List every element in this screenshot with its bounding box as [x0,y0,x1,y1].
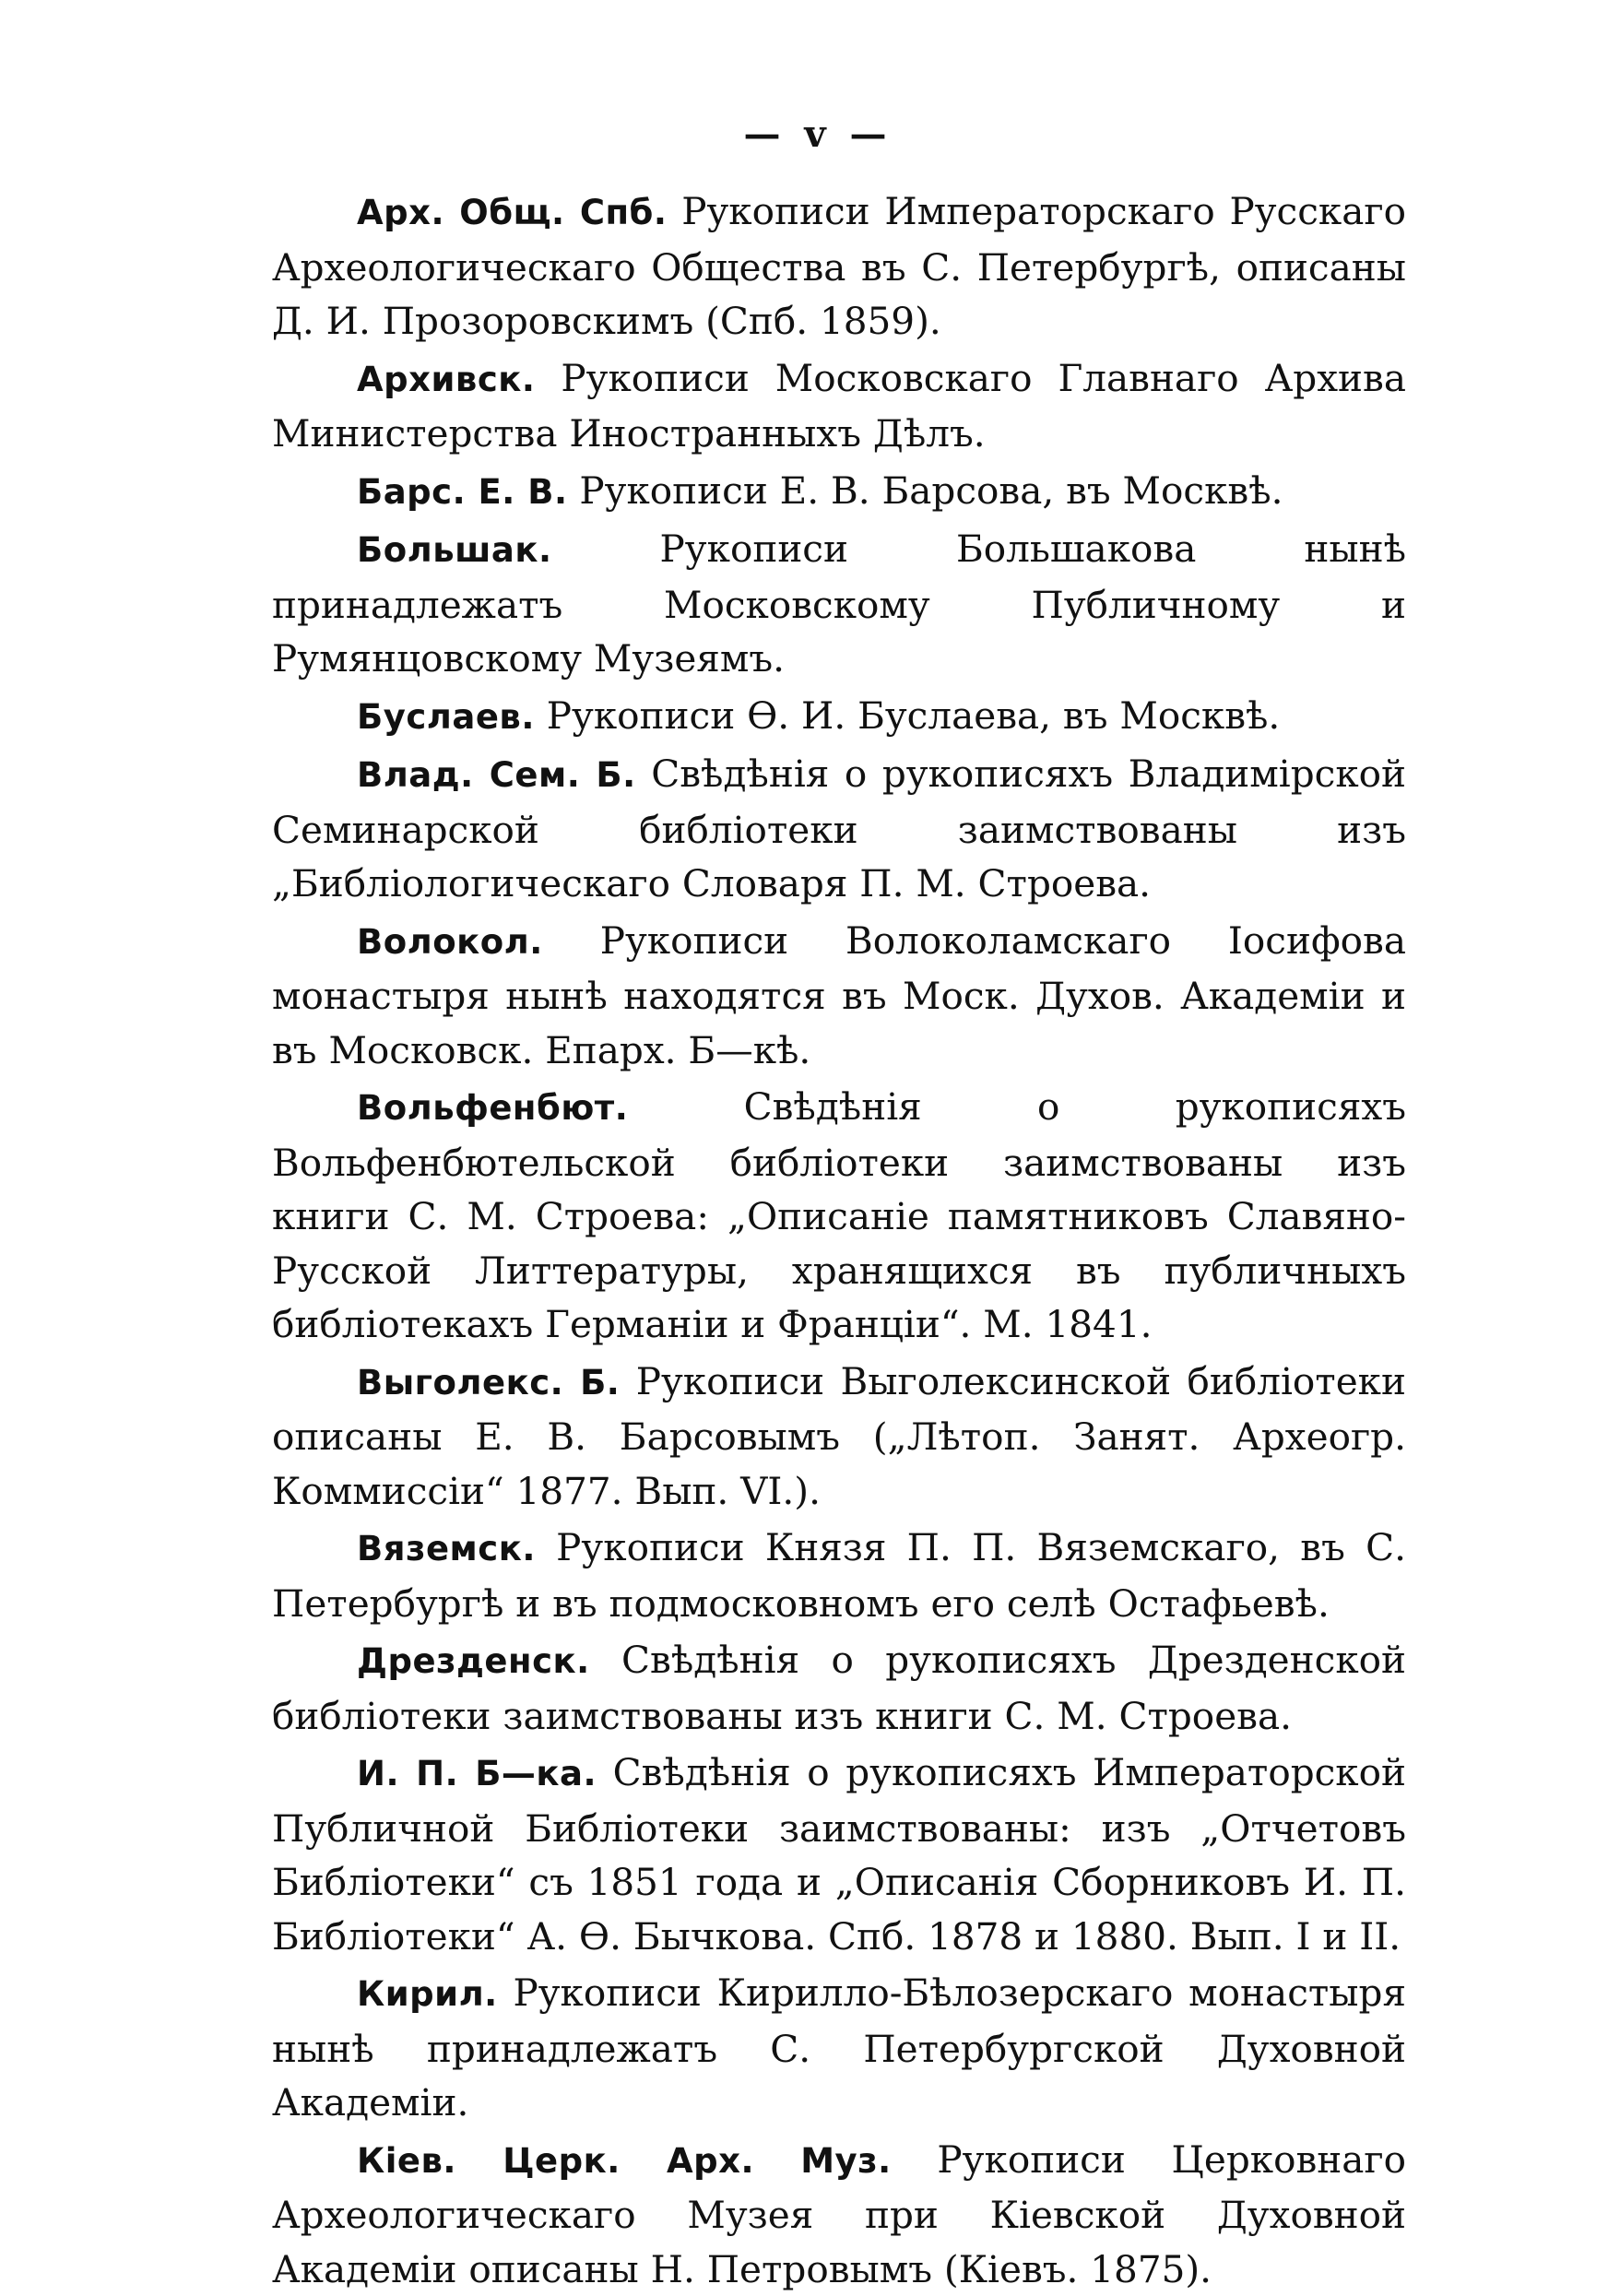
entry-description: Рукописи Волоколамскаго Іосифова монастыря нынѣ находятся въ Моск. Духов. Академіи и въ Московск. Епарх. Б—кѣ. [272,918,1406,1072]
entry-description: Свѣдѣнія о рукописяхъ Императорской Публичной Библіотеки заимствованы: изъ „Отчетовъ Библіотеки“ съ 1851 года и „Описанія Сборниковъ И. П. Библіотеки“ А. Ѳ. Бычкова. Спб. 1878 и 1880. Вып. I и II. [272,1750,1406,1959]
page-number: — v — [0,112,1608,156]
entry-description: Рукописи Церковнаго Археологическаго Музея при Кіевской Духовной Академіи описаны Н. Петровымъ (Кіевъ. 1875). [272,2137,1406,2291]
entry-description: Рукописи Князя П. П. Вяземскаго, въ С. Петербургѣ и въ подмосковномъ его селѣ Остафьевѣ. [272,1525,1406,1626]
entry-abbreviation: Дрезденск. [357,1641,590,1681]
entry-abbreviation: Большак. [357,530,552,570]
entry-description: Свѣдѣнія о рукописяхъ Владимірской Семинарской библіотеки заимствованы изъ „Библіологическаго Словаря П. М. Строева. [272,752,1406,905]
list-entry [272,2133,1406,2296]
entry-description: Рукописи Выголексинской библіотеки описаны Е. В. Барсовымъ („Лѣтоп. Занят. Археогр. Коммиссіи“ 1877. Вып. VI.). [272,1359,1406,1513]
entry-description: Рукописи Е. В. Барсова, въ Москвѣ. [579,468,1283,513]
entry-description: Рукописи Большакова нынѣ принадлежатъ Московскому Публичному и Румянцовскому Музеямъ. [272,527,1406,681]
entry-abbreviation: Кіев. Церк. Арх. Муз. [357,2141,892,2181]
list-entry [272,522,1406,686]
entry-abbreviation: Волокол. [357,922,543,962]
entry-abbreviation: Выголекс. Б. [357,1363,620,1402]
list-entry [272,464,1406,520]
list-entry [272,747,1406,911]
entry-abbreviation: Кирил. [357,1974,498,2014]
entry-abbreviation: Арх. Общ. Спб. [357,193,667,232]
list-entry [272,1746,1406,1963]
entry-abbreviation: Влад. Сем. Б. [357,755,636,795]
entry-abbreviation: Буслаев. [357,697,535,737]
entry-abbreviation: Архивск. [357,360,535,399]
entry-abbreviation: Барс. Е. В. [357,472,568,512]
list-entry [272,1966,1406,2130]
list-entry [272,1355,1406,1519]
list-entry [272,1521,1406,1630]
list-entry [272,184,1406,349]
entry-abbreviation: И. П. Б—ка. [357,1754,597,1793]
entry-abbreviation: Вольфенбют. [357,1088,628,1128]
list-entry [272,1633,1406,1743]
abbreviation-list [272,184,1406,2296]
entry-description: Рукописи Московскаго Главнаго Архива Министерства Иностранныхъ Дѣлъ. [272,356,1406,456]
list-entry [272,914,1406,1078]
entry-description: Свѣдѣнія о рукописяхъ Вольфенбютельской библіотеки заимствованы изъ книги С. М. Строева: „Описаніе памятниковъ Славяно-Русской Литтературы, хранящихся въ публичныхъ библіотекахъ Германіи и Франціи“. М. 1841. [272,1084,1406,1346]
list-entry [272,351,1406,461]
entry-abbreviation: Вяземск. [357,1529,536,1568]
list-entry [272,689,1406,745]
entry-description: Свѣдѣнія о рукописяхъ Дрезденской библіотеки заимствованы изъ книги С. М. Строева. [272,1638,1406,1738]
entry-description: Рукописи Ѳ. И. Буслаева, въ Москвѣ. [547,693,1281,738]
entry-description: Рукописи Кирилло-Бѣлозерскаго монастыря нынѣ принадлежатъ С. Петербургской Духовной Академіи. [272,1971,1406,2124]
list-entry [272,1080,1406,1352]
entry-description: Рукописи Императорскаго Русскаго Археологическаго Общества въ С. Петербургѣ, описаны Д. И. Прозоровскимъ (Спб. 1859). [272,189,1406,343]
